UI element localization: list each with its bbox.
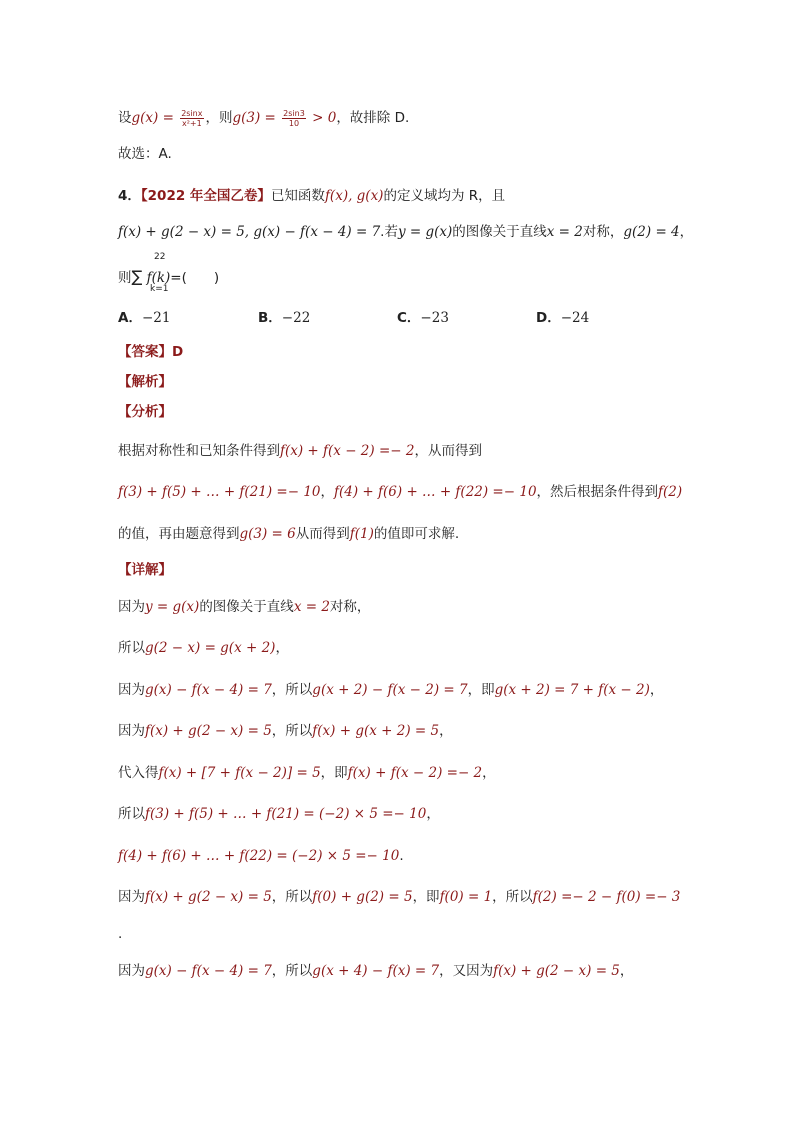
text: .	[118, 926, 123, 942]
text: ，	[320, 484, 335, 500]
text: 的值，再由题意得到	[118, 526, 240, 542]
analysis-line-1	[118, 441, 482, 461]
text: ，即	[320, 765, 348, 781]
solution-line-2	[118, 144, 172, 164]
solution-line-1	[118, 108, 409, 128]
text: ，	[679, 224, 694, 240]
text: .	[399, 848, 404, 864]
math: g(x) − f(x − 4) = 7	[145, 682, 272, 698]
text: ，	[482, 765, 496, 781]
text: ，又因为	[439, 963, 494, 979]
text: 对称，	[329, 599, 371, 615]
math: g(2) = 4	[623, 224, 680, 240]
text: 根据对称性和已知条件得到	[118, 443, 280, 459]
text: 【答案】D	[118, 344, 184, 360]
math: f(x), g(x)	[324, 188, 384, 204]
detail-line-7	[118, 846, 404, 866]
math: f(4) + f(6) + … + f(22) = (−2) × 5 =− 10	[118, 848, 400, 864]
answer-heading	[118, 342, 183, 362]
text: 所以	[118, 640, 145, 656]
math: y = g(x)	[145, 599, 200, 615]
detail-line-10	[118, 961, 633, 981]
math: g(2 − x) = g(x + 2)	[145, 640, 276, 656]
question-4-line-1	[118, 186, 505, 206]
text: 【详解】	[118, 562, 172, 578]
fraction-denominator: x²+1	[181, 118, 202, 128]
option-letter: D．	[536, 310, 561, 326]
math: f(0) + g(2) = 5	[312, 889, 413, 905]
text: ，	[619, 963, 634, 979]
text: ，	[426, 806, 440, 822]
text: 设	[118, 110, 132, 126]
detail-line-8	[118, 887, 680, 907]
math: f(x) + g(2 − x) = 5, g(x) − f(x − 4) = 7	[118, 224, 381, 240]
text: ，所以	[492, 889, 533, 905]
detail-line-4	[118, 721, 453, 741]
text: 【解析】	[118, 374, 172, 390]
text: 故选：A.	[118, 146, 172, 162]
text: 因为	[118, 889, 145, 905]
sum-lower-limit: k=1	[150, 284, 169, 294]
text: 的值即可求解.	[373, 526, 460, 542]
question-number: 4．	[118, 188, 141, 204]
math: f(x) + g(2 − x) = 5	[493, 963, 620, 979]
text: ，	[649, 682, 664, 698]
text: ，即	[412, 889, 440, 905]
text: =( )	[170, 270, 220, 286]
math: f(x) + g(2 − x) = 5	[145, 889, 272, 905]
detail-line-5	[118, 763, 496, 783]
text: 的图像关于直线	[199, 599, 294, 615]
math: g(x + 2) = 7 + f(x − 2)	[494, 682, 650, 698]
fraction-denominator: 10	[288, 118, 300, 128]
math: f(4) + f(6) + … + f(22) =− 10	[334, 484, 537, 500]
option-value: −23	[420, 310, 449, 326]
detail-line-9	[118, 924, 122, 944]
text: 所以	[118, 806, 145, 822]
sum-upper-limit: 22	[154, 252, 166, 262]
text: .若	[380, 224, 398, 240]
text: 因为	[118, 599, 145, 615]
fraction-numerator: 2sinx	[181, 108, 203, 118]
text: 则	[118, 270, 132, 286]
math: g(3) =	[232, 110, 276, 126]
math: g(x + 4) − f(x) = 7	[312, 963, 440, 979]
text: 对称，	[582, 224, 624, 240]
text: ，即	[467, 682, 495, 698]
option-a	[118, 306, 170, 326]
fraction	[180, 109, 203, 128]
analysis-heading	[118, 372, 172, 392]
detail-line-6	[118, 804, 440, 824]
math: y = g(x)	[397, 224, 453, 240]
option-letter: C．	[397, 310, 421, 326]
text: ，然后根据条件得到	[536, 484, 659, 500]
math: f(x) + g(2 − x) = 5	[145, 723, 272, 739]
math: f(x) + g(x + 2) = 5	[312, 723, 440, 739]
option-b	[258, 306, 310, 326]
math: f(x) + [7 + f(x − 2)] = 5	[158, 765, 321, 781]
option-d	[536, 306, 589, 326]
math: f(x) + f(x − 2) =− 2	[347, 765, 483, 781]
math: f(2)	[658, 484, 683, 500]
math: g(x) − f(x − 4) = 7	[145, 963, 272, 979]
text: ，从而得到	[414, 443, 482, 459]
question-source: 【2022 年全国乙卷】	[140, 188, 271, 204]
text: ，所以	[271, 963, 313, 979]
text: ，所以	[271, 682, 313, 698]
text: 因为	[118, 682, 145, 698]
text: ，则	[205, 110, 233, 126]
fraction	[282, 109, 306, 128]
option-value: −21	[141, 310, 171, 326]
text: 从而得到	[295, 526, 350, 542]
math: f(1)	[349, 526, 374, 542]
option-value: −24	[560, 310, 590, 326]
analysis-line-2	[118, 482, 682, 502]
text: 代入得	[118, 765, 159, 781]
math: x = 2	[546, 224, 583, 240]
text: 已知函数	[270, 188, 325, 204]
option-letter: A．	[118, 310, 142, 326]
sigma-symbol: ∑	[131, 267, 143, 286]
text: ，	[439, 723, 453, 739]
fenxi-heading	[118, 402, 172, 422]
question-4-line-2	[118, 222, 693, 242]
option-value: −22	[281, 310, 311, 326]
text: 因为	[118, 963, 145, 979]
math: g(x + 2) − f(x − 2) = 7	[312, 682, 468, 698]
math: x = 2	[293, 599, 330, 615]
detail-heading	[118, 560, 172, 580]
text: ，故排除 D.	[336, 110, 410, 126]
detail-line-1	[118, 597, 370, 617]
math: f(k)	[146, 270, 171, 286]
detail-line-3	[118, 680, 663, 700]
detail-line-2	[118, 638, 289, 658]
analysis-line-3	[118, 524, 459, 544]
math: f(3) + f(5) + … + f(21) =− 10	[118, 484, 321, 500]
text: ，	[275, 640, 289, 656]
text: 的图像关于直线	[452, 224, 547, 240]
math: f(0) = 1	[439, 889, 493, 905]
math: > 0	[312, 110, 337, 126]
math: f(2) =− 2 − f(0) =− 3	[532, 889, 681, 905]
math: g(3) = 6	[239, 526, 296, 542]
text: 的定义域均为 R，且	[383, 188, 506, 204]
math: g(x) =	[131, 110, 174, 126]
text: ，所以	[271, 723, 313, 739]
text: 【分析】	[118, 404, 172, 420]
sum-expression	[118, 266, 219, 286]
option-letter: B．	[258, 310, 282, 326]
math: f(3) + f(5) + … + f(21) = (−2) × 5 =− 10	[145, 806, 427, 822]
text: 因为	[118, 723, 145, 739]
fraction-numerator: 2sin3	[283, 108, 305, 118]
option-c	[397, 306, 449, 326]
text: ，所以	[271, 889, 313, 905]
math: f(x) + f(x − 2) =− 2	[280, 443, 415, 459]
